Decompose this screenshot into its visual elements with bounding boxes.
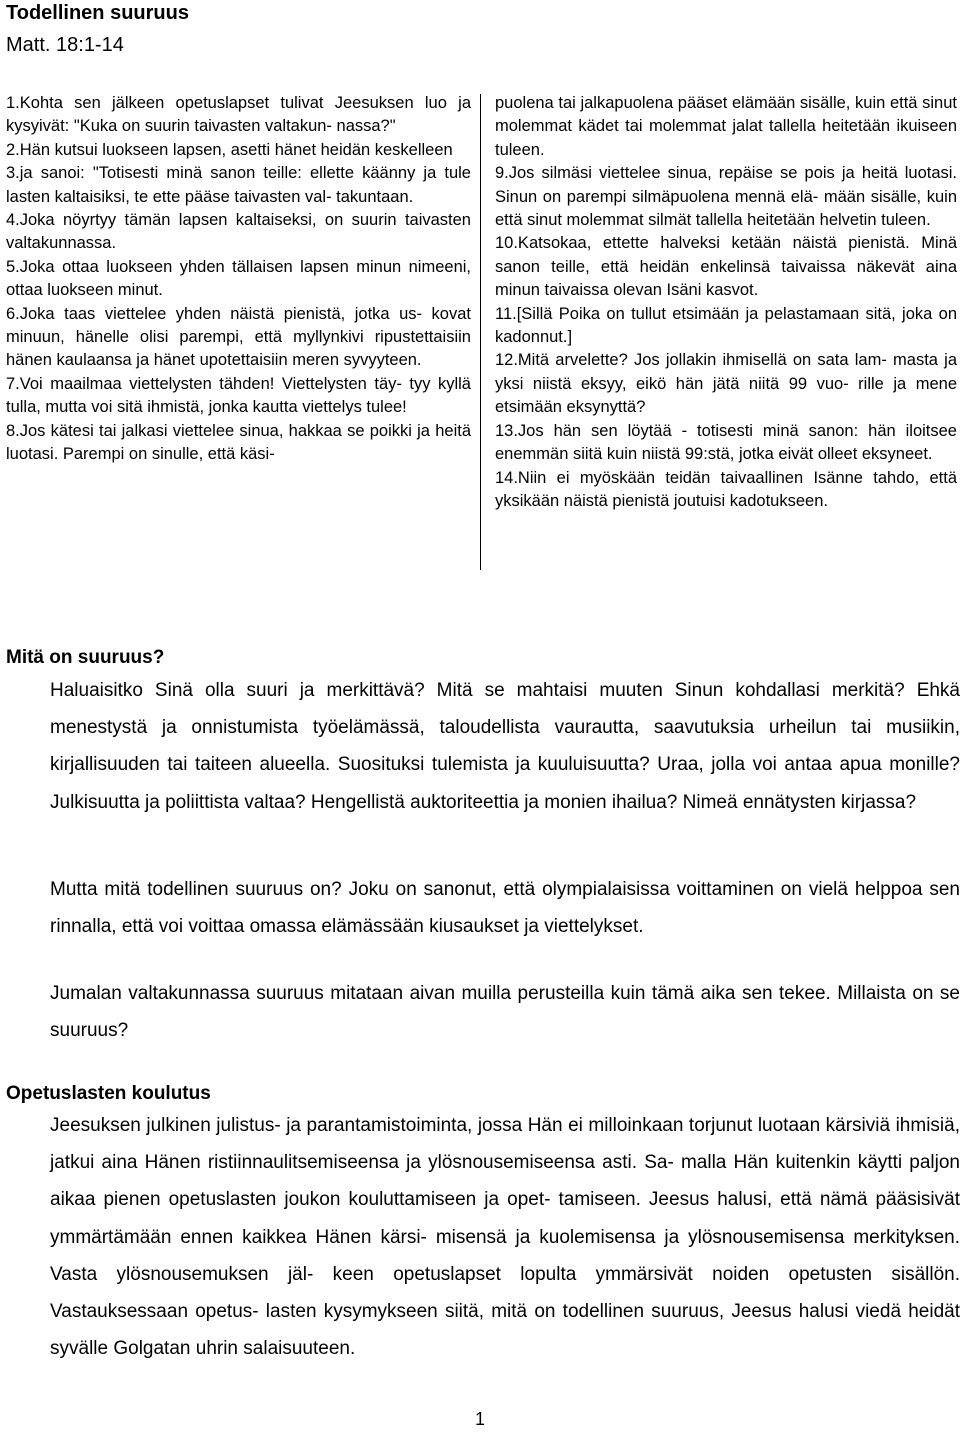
scripture-left-column — [6, 92, 471, 467]
section-body-greatness-2 — [50, 871, 960, 945]
verse-8-end: puolena tai jalkapuolena pääset elämään sisälle, kuin että sinut molemmat kädet tai molemmat jalat tallella heitetään ikuiseen tuleen. — [495, 94, 957, 159]
verse-11: 11.[Sillä Poika on tullut etsimään ja pelastamaan sitä, joka on kadonnut.] — [495, 304, 957, 347]
verse-1: 1.Kohta sen jälkeen opetuslapset tulivat Jeesuksen luo ja kysyivät: "Kuka on suurin taivasten valtakun- nassa?" — [6, 94, 471, 136]
section-heading-greatness: Mitä on suuruus? — [6, 647, 165, 668]
verse-14: 14.Niin ei myöskään teidän taivaallinen Isänne tahdo, että yksikään näistä pienistä joutuisi kadotukseen. — [495, 468, 957, 510]
section-body-training — [50, 1107, 960, 1367]
verse-4: 4.Joka nöyrtyy tämän lapsen kaltaiseksi, on suurin taivasten valtakunnassa. — [6, 211, 471, 253]
verse-7: 7.Voi maailmaa viettelysten tähden! Viettelysten täy- tyy kyllä tulla, mutta voi sitä ihmistä, jonka kautta viettelys tulee! — [6, 374, 471, 417]
verse-3: 3.ja sanoi: "Totisesti minä sanon teille: ellette käänny ja tule lasten kaltaisiksi, te ette pääse taivasten val- takuntaan. — [6, 164, 471, 206]
scripture-right-column — [495, 92, 957, 513]
paragraph-training-1: Jeesuksen julkinen julistus- ja parantamistoiminta, jossa Hän ei milloinkaan torjunut luotaan kärsiviä ihmisiä, jatkui aina Hänen ristiinnaulitsemiseensa ja ylösnousemiseensa asti. Sa- malla Hän kuitenkin käytti paljon aikaa pienen opetuslasten joukon kouluttamiseen ja opet- tamiseen. Jeesus halusi, että nämä pääsisivät ymmärtämään ennen kaikkea Hänen kärsi- misensä ja kuolemisensa ja ylösnousemisensa merkityksen. Vasta ylösnousemuksen jäl- keen opetuslapset lopulta ymmärsivät noiden opetusten sisällön. Vastauksessaan opetus- lasten kysymykseen siitä, mitä on todellinen suuruus, Jeesus halusi viedä heidät syvälle Golgatan uhrin salaisuuteen. — [50, 1115, 960, 1360]
verse-10: 10.Katsokaa, ettette halveksi ketään näistä pienistä. Minä sanon teille, että heidän enkelinsä taivaissa näkevät aina minun taivaissa olevan Isäni kasvot. — [495, 234, 957, 300]
section-body-greatness — [50, 672, 960, 821]
page-title: Todellinen suuruus — [6, 2, 189, 24]
paragraph-greatness-3: Jumalan valtakunnassa suuruus mitataan aivan muilla perusteilla kuin tämä aika sen tekee. Millaista on se suuruus? — [50, 983, 960, 1042]
column-divider — [480, 94, 481, 570]
verse-2: 2.Hän kutsui luokseen lapsen, asetti hänet heidän keskelleen — [6, 140, 453, 159]
verse-8-start: 8.Jos kätesi tai jalkasi viettelee sinua, hakkaa se poikki ja heitä luotasi. Parempi on sinulle, että käsi- — [6, 421, 471, 464]
paragraph-greatness-2: Mutta mitä todellinen suuruus on? Joku on sanonut, että olympialaisissa voittaminen on vielä helppoa sen rinnalla, että voi voittaa omassa elämässään kiusaukset ja viettelykset. — [50, 879, 960, 938]
scripture-reference: Matt. 18:1-14 — [6, 34, 124, 56]
verse-9: 9.Jos silmäsi viettelee sinua, repäise se pois ja heitä luotasi. Sinun on parempi silmäpuolena mennä elä- mään sisälle, kuin että sinut molemmat silmät tallella heitetään helvetin tuleen. — [495, 164, 957, 230]
verse-6: 6.Joka taas viettelee yhden näistä pienistä, jotka us- kovat minuun, hänelle olisi parempi, että myllynkivi ripustettaisiin hänen kaulaansa ja hänet upotettaisiin meren syvyyteen. — [6, 304, 471, 370]
verse-12: 12.Mitä arvelette? Jos jollakin ihmisellä on sata lam- masta ja yksi niistä eksyy, eikö hän jätä niitä 99 vuo- rille ja mene etsimään eksynyttä? — [495, 351, 957, 417]
verse-13: 13.Jos hän sen löytää - totisesti minä sanon: hän iloitsee enemmän siitä kuin niistä 99:stä, jotka eivät olleet eksyneet. — [495, 421, 957, 464]
page-number: 1 — [475, 1409, 486, 1429]
paragraph-greatness-1: Haluaisitko Sinä olla suuri ja merkittävä? Mitä se mahtaisi muuten Sinun kohdallasi merkitä? Ehkä menestystä ja onnistumista työelämässä, taloudellista vaurautta, saavutuksia urheilun tai musiikin, kirjallisuuden tai taiteen alueella. Suosituksi tulemista ja kuuluisuutta? Uraa, jolla voi antaa apua monille? Julkisuutta ja poliittista valtaa? Hengellistä auktoriteettia ja monien ihailua? Nimeä ennätysten kirjassa? — [50, 680, 960, 813]
section-body-greatness-3 — [50, 975, 960, 1049]
verse-5: 5.Joka ottaa luokseen yhden tällaisen lapsen minun nimeeni, ottaa luokseen minut. — [6, 257, 471, 300]
section-heading-training: Opetuslasten koulutus — [6, 1083, 211, 1104]
